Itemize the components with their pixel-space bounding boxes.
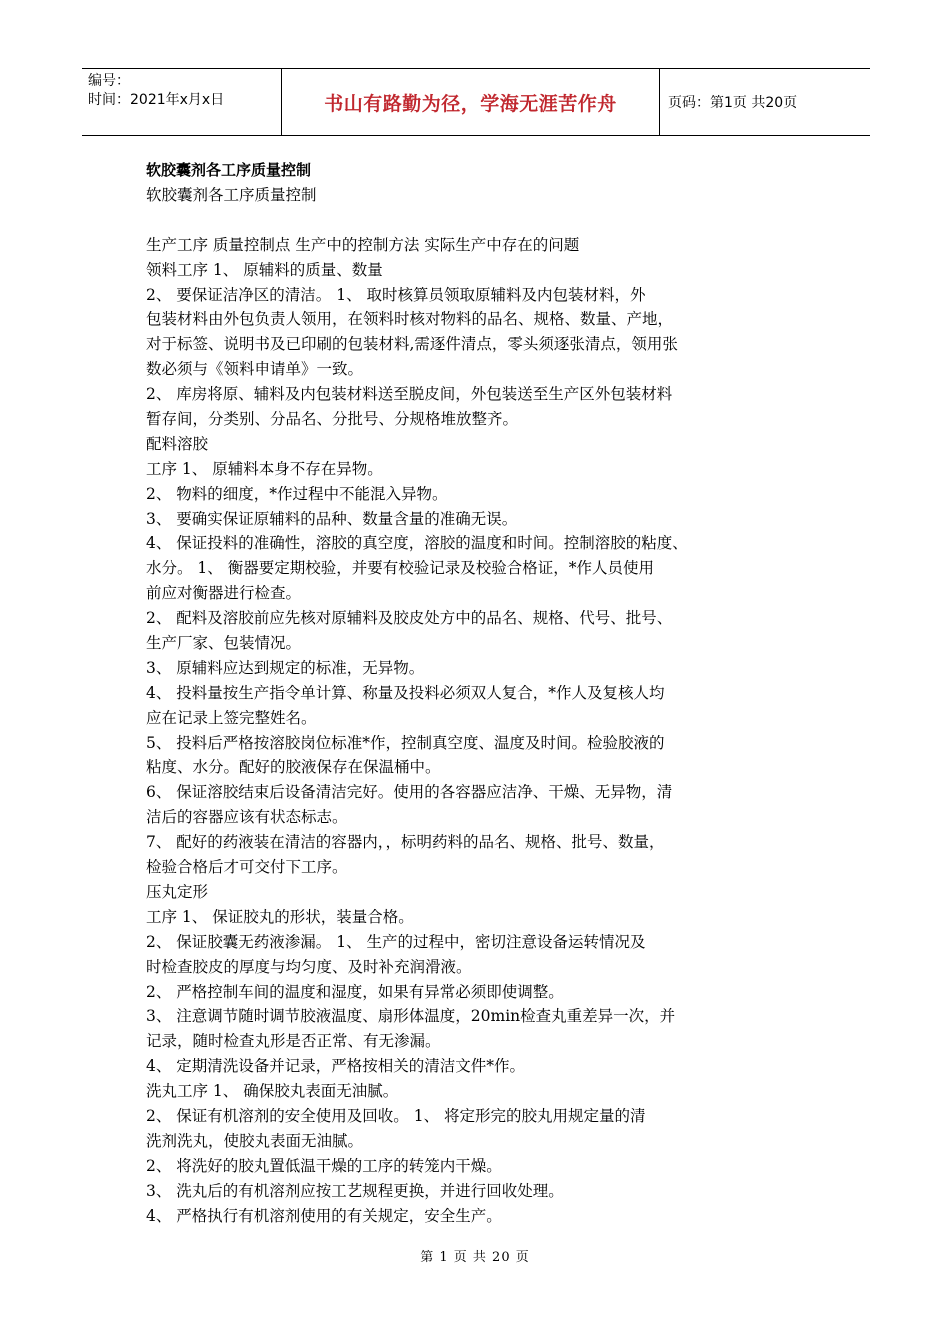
document-lines xyxy=(146,208,826,1229)
text-line: 生产工序 质量控制点 生产中的控制方法 实际生产中存在的问题 xyxy=(146,235,580,254)
text-line: 3、 注意调节随时调节胶液温度、扇形体温度，20min检查丸重差异一次，并 xyxy=(146,1007,676,1026)
text-line: 前应对衡器进行检查。 xyxy=(146,584,302,603)
text-line: 生产厂家、包装情况。 xyxy=(146,634,302,653)
text-line: 暂存间，分类别、分品名、分批号、分规格堆放整齐。 xyxy=(146,410,519,429)
text-line: 工序 1、 原辅料本身不存在异物。 xyxy=(146,459,383,478)
text-line: 2、 将洗好的胶丸置低温干燥的工序的转笼内干燥。 xyxy=(146,1156,502,1175)
text-line: 2、 保证有机溶剂的安全使用及回收。 1、 将定形完的胶丸用规定量的清 xyxy=(146,1106,646,1125)
header-page-info: 页码：第1页 共20页 xyxy=(668,95,798,111)
text-line: 压丸定形 xyxy=(146,882,209,901)
text-line: 时检查胶皮的厚度与均匀度、及时补充润滑液。 xyxy=(146,957,472,976)
text-line: 2、 配料及溶胶前应先核对原辅料及胶皮处方中的品名、规格、代号、批号、 xyxy=(146,609,673,628)
text-line: 3、 洗丸后的有机溶剂应按工艺规程更换，并进行回收处理。 xyxy=(146,1181,564,1200)
text-line: 7、 配好的药液装在清洁的容器内，，标明药料的品名、规格、批号、数量， xyxy=(146,833,665,852)
text-line: 2、 库房将原、辅料及内包装材料送至脱皮间，外包装送至生产区外包装材料 xyxy=(146,385,673,404)
text-line: 工序 1、 保证胶丸的形状，装量合格。 xyxy=(146,907,414,926)
footer-page-number: 第 1 页 共 20 页 xyxy=(420,1250,530,1265)
text-line: 配料溶胶 xyxy=(146,434,209,453)
document-time-label: 时间：2021年x月x日 xyxy=(88,92,225,108)
document-number-label: 编号： xyxy=(88,73,130,89)
text-line: 4、 投料量按生产指令单计算、称量及投料必须双人复合，*作人及复核人均 xyxy=(146,683,665,702)
text-line: 洗丸工序 1、 确保胶丸表面无油腻。 xyxy=(146,1082,399,1101)
text-line: 领料工序 1、 原辅料的质量、数量 xyxy=(146,260,383,279)
text-line: 水分。 1、 衡器要定期校验，并要有校验记录及校验合格证，*作人员使用 xyxy=(146,559,654,578)
header-table xyxy=(82,68,870,136)
text-line: 对于标签、说明书及已印刷的包装材料,需逐件清点，零头须逐张清点，领用张 xyxy=(146,335,678,354)
text-line: 4、 保证投料的准确性，溶胶的真空度，溶胶的温度和时间。控制溶胶的粘度、 xyxy=(146,534,688,553)
page-footer xyxy=(0,1246,950,1265)
document-body xyxy=(146,158,826,1228)
header-page-cell xyxy=(660,69,870,135)
text-line: 3、 原辅料应达到规定的标准，无异物。 xyxy=(146,658,425,677)
document-title: 软胶囊剂各工序质量控制 xyxy=(146,161,312,179)
header-motto: 书山有路勤为径，学海无涯苦作舟 xyxy=(324,92,617,115)
text-line: 应在记录上签完整姓名。 xyxy=(146,708,317,727)
text-line: 2、 要保证洁净区的清洁。 1、 取时核算员领取原辅料及内包装材料，外 xyxy=(146,285,646,304)
header-meta-cell xyxy=(82,69,282,135)
document-subtitle: 软胶囊剂各工序质量控制 xyxy=(146,186,317,204)
text-line: 数必须与《领料申请单》一致。 xyxy=(146,360,364,379)
header-motto-cell xyxy=(282,69,660,135)
text-line: 3、 要确实保证原辅料的品种、数量含量的准确无误。 xyxy=(146,509,518,528)
text-line: 4、 严格执行有机溶剂使用的有关规定，安全生产。 xyxy=(146,1206,502,1225)
text-line: 检验合格后才可交付下工序。 xyxy=(146,858,348,877)
text-line: 洁后的容器应该有状态标志。 xyxy=(146,808,348,827)
text-line xyxy=(146,208,826,233)
text-line: 6、 保证溶胶结束后设备清洁完好。使用的各容器应洁净、干燥、无异物，清 xyxy=(146,783,673,802)
text-line: 记录，随时检查丸形是否正常、有无渗漏。 xyxy=(146,1032,441,1051)
text-line: 洗剂洗丸，使胶丸表面无油腻。 xyxy=(146,1131,364,1150)
text-line: 包装材料由外包负责人领用，在领料时核对物料的品名、规格、数量、产地， xyxy=(146,310,674,329)
text-line: 2、 保证胶囊无药液渗漏。 1、 生产的过程中，密切注意设备运转情况及 xyxy=(146,932,646,951)
text-line: 2、 严格控制车间的温度和湿度，如果有异常必须即使调整。 xyxy=(146,982,564,1001)
text-line: 2、 物料的细度，*作过程中不能混入异物。 xyxy=(146,484,448,503)
text-line: 5、 投料后严格按溶胶岗位标准*作，控制真空度、温度及时间。检验胶液的 xyxy=(146,733,665,752)
text-line: 粘度、水分。配好的胶液保存在保温桶中。 xyxy=(146,758,441,777)
text-line: 4、 定期清洗设备并记录，严格按相关的清洁文件*作。 xyxy=(146,1057,526,1076)
